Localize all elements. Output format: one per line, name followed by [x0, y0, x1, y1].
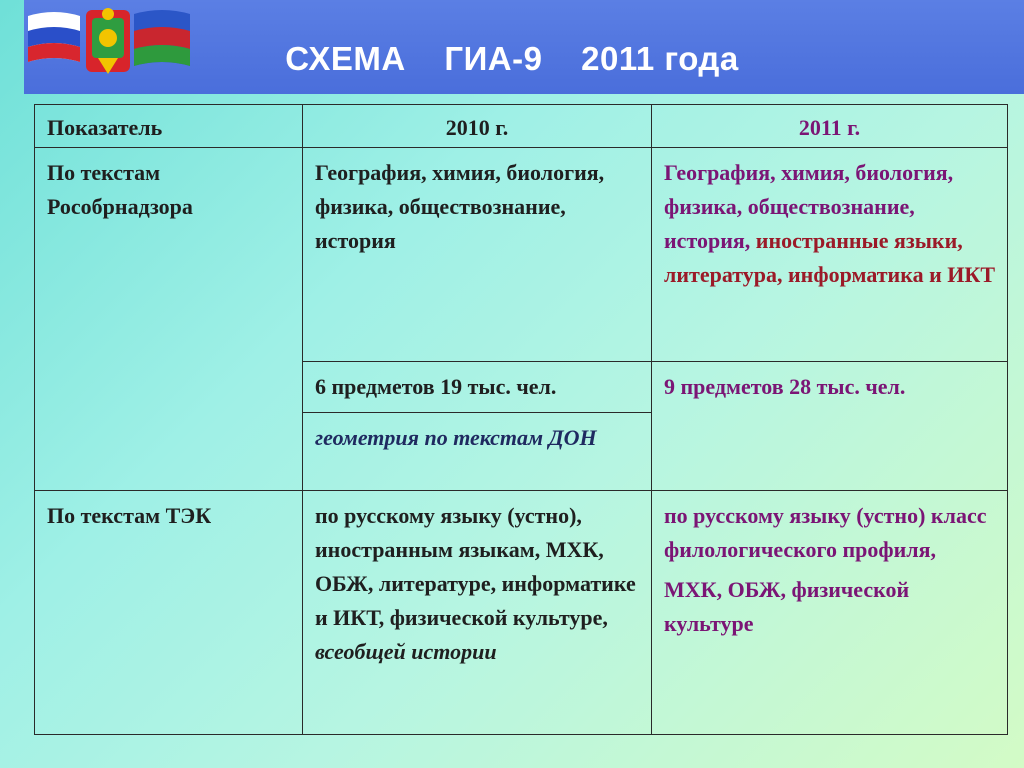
gia-scheme-table — [34, 104, 1008, 735]
rosobr-2011-subjects-base: География, химия, биология, физика, обществознание, история, — [664, 160, 954, 253]
page-title: СХЕМА ГИА-9 2011 года — [285, 40, 739, 77]
tek-2010-subjects-text: по русскому языку (устно), иностранным языкам, МХК, ОБЖ, литературе, информатике и ИКТ, физической культуре, — [315, 503, 636, 630]
rosobr-2011-subjects — [652, 148, 1008, 362]
table-row — [35, 491, 1008, 735]
rosobr-2010-count: 6 предметов 19 тыс. чел. — [303, 362, 652, 413]
rosobr-2010-subjects: География, химия, биология, физика, обществознание, история — [303, 148, 652, 362]
tek-2010-subjects-italic: всеобщей истории — [315, 639, 497, 664]
rosobr-2011-count: 9 предметов 28 тыс. чел. — [652, 362, 1008, 491]
tek-label: По текстам ТЭК — [35, 491, 303, 735]
tek-2011-subjects-second: МХК, ОБЖ, физической культуре — [664, 577, 910, 636]
tek-2011-subjects — [652, 491, 1008, 735]
tek-2010-subjects — [303, 491, 652, 735]
table-header-row — [35, 105, 1008, 148]
header-indicator: Показатель — [35, 105, 303, 148]
header-2011: 2011 г. — [652, 105, 1008, 148]
rosobr-label: По текстам Рособрнадзора — [35, 148, 303, 491]
rosobr-2010-note: геометрия по текстам ДОН — [303, 413, 652, 491]
tek-2011-subjects-first: по русскому языку (устно) класс филологического профиля, — [664, 503, 987, 562]
header-2010: 2010 г. — [303, 105, 652, 148]
table-row — [35, 148, 1008, 362]
rosobr-2011-subjects-new: иностранные языки, литература, информатика и ИКТ — [664, 228, 995, 287]
